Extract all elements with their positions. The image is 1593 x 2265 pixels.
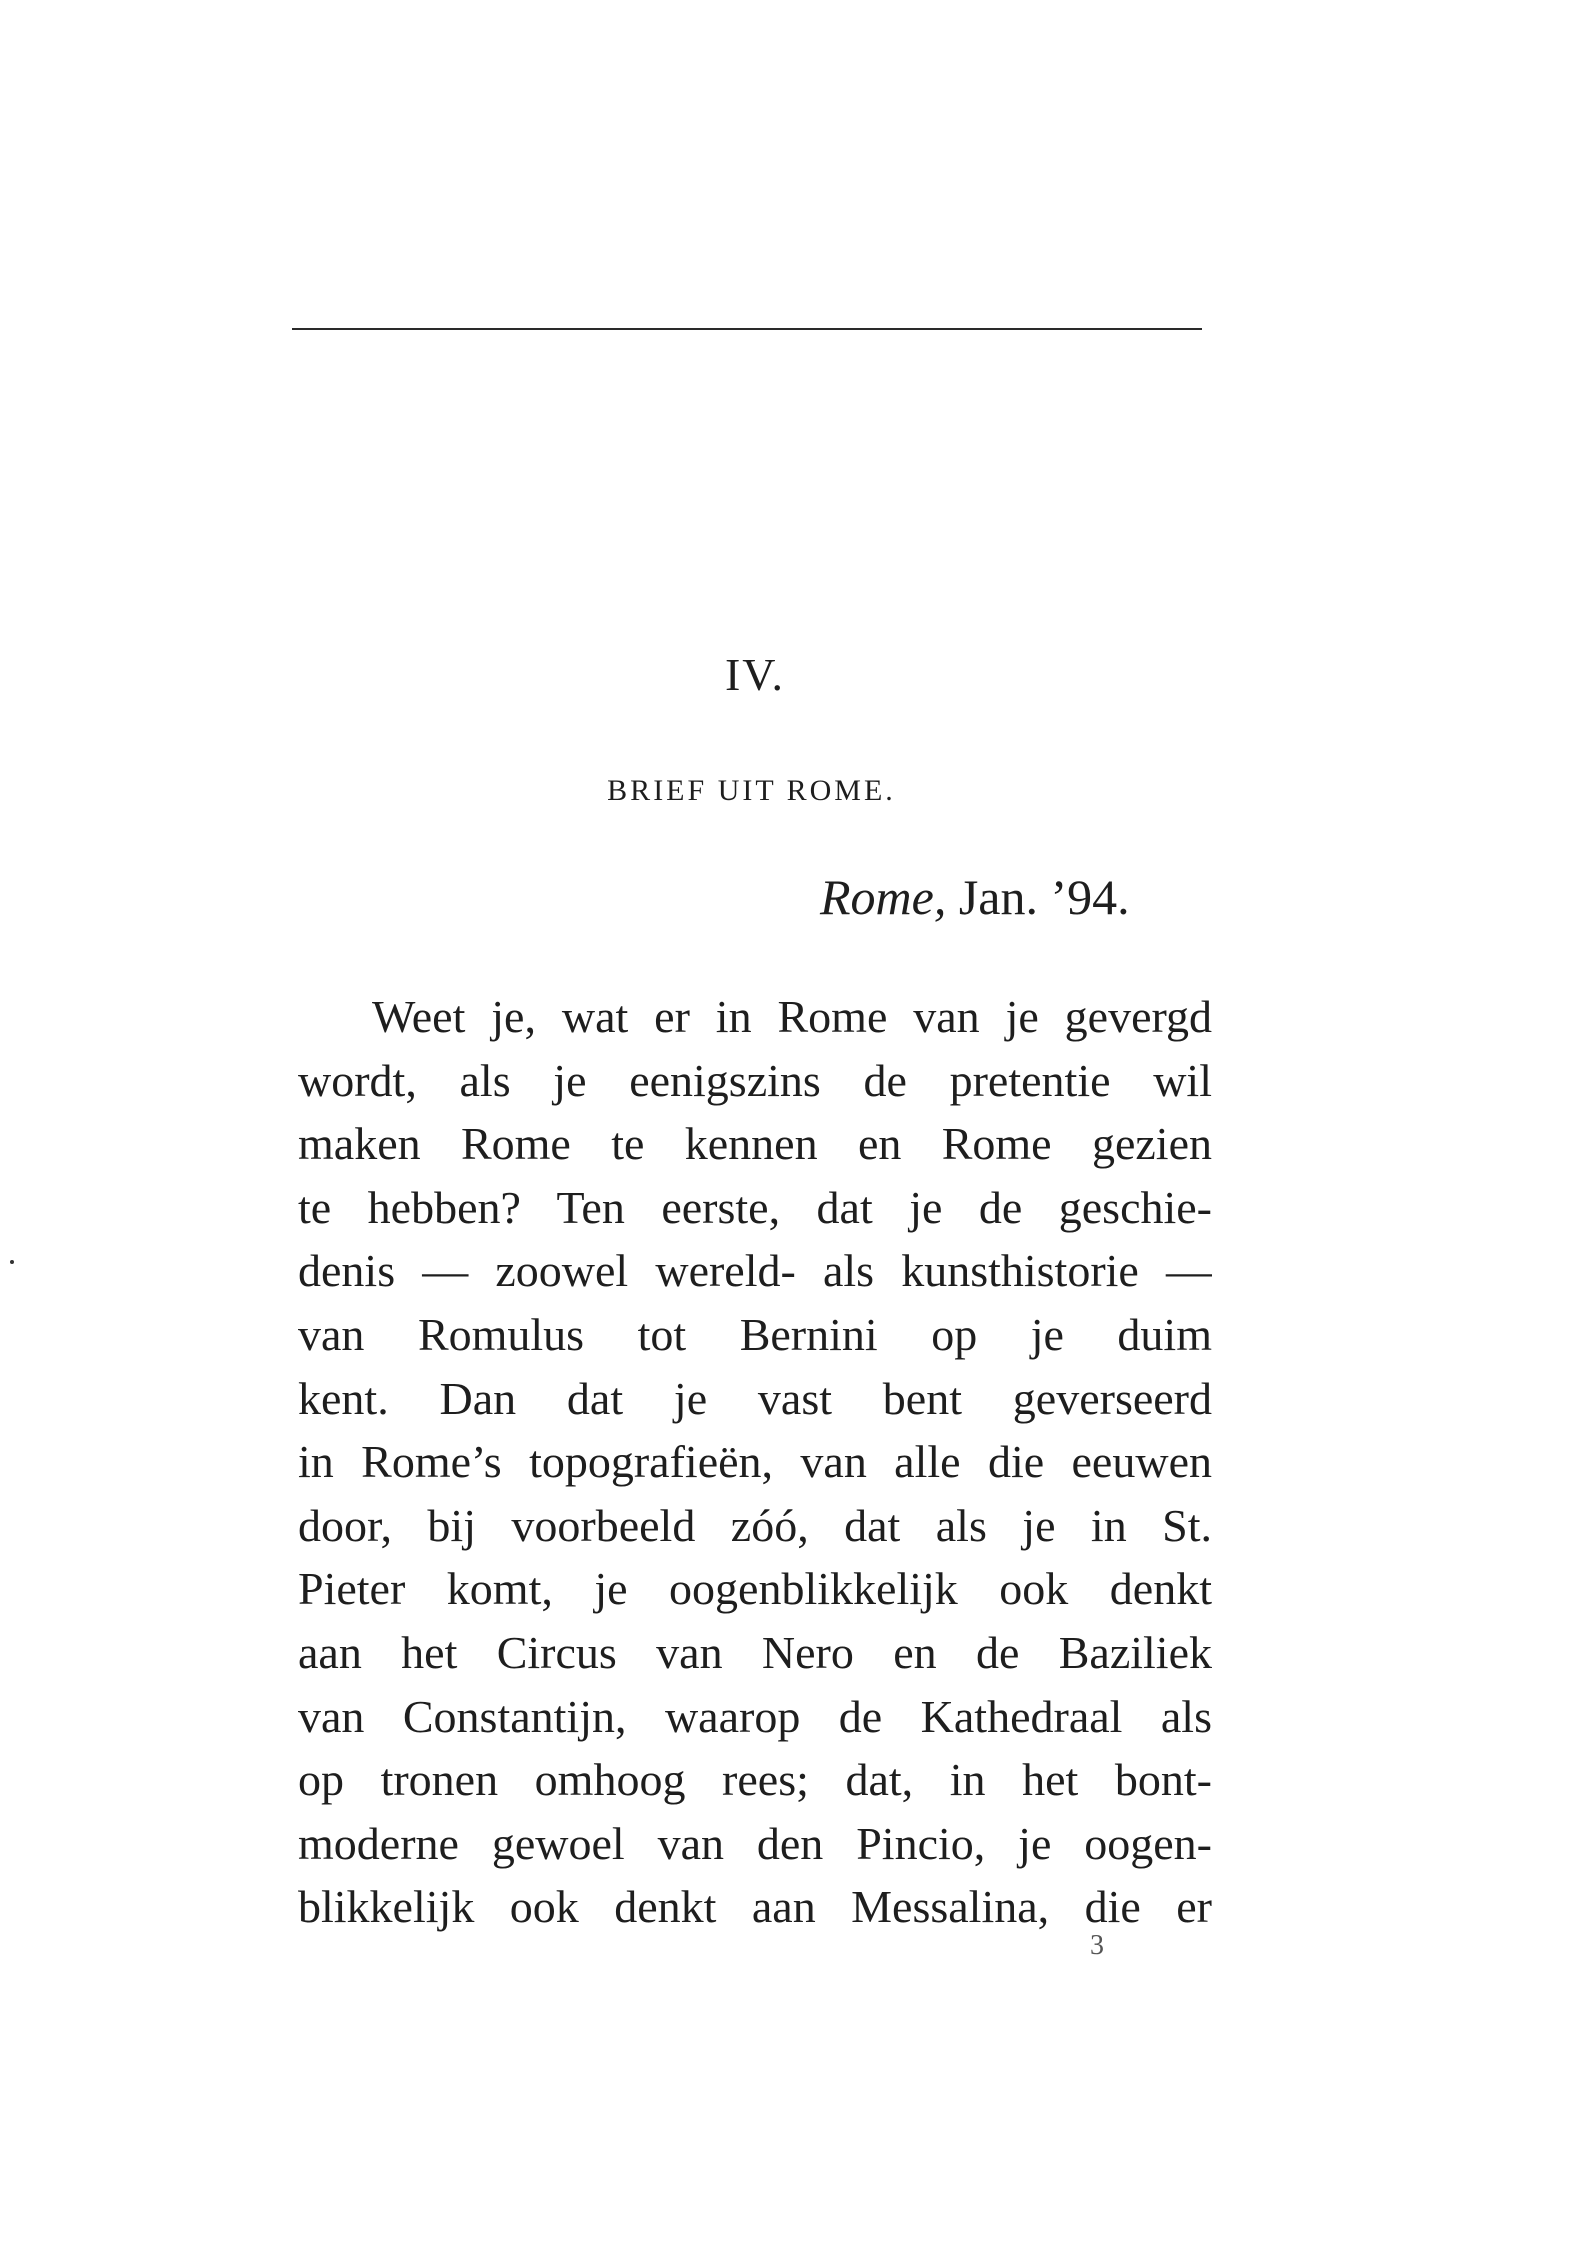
chapter-number: IV.	[724, 649, 786, 700]
text-line: in Rome’s topografieën, van alle die eeuwen	[298, 1436, 1212, 1488]
text-line: Weet je, wat er in Rome van je gevergd	[372, 991, 1212, 1042]
text-line: kent. Dan dat je vast bent geverseerd	[298, 1372, 1212, 1424]
dateline	[820, 868, 1130, 926]
text-line: denis — zoowel wereld- als kunsthistorie —	[298, 1245, 1212, 1297]
text-line: van Constantijn, waarop de Kathedraal als	[298, 1690, 1212, 1742]
text-line: door, bij voorbeeld zóó, dat als je in St.	[298, 1499, 1212, 1551]
text-line: op tronen omhoog rees; dat, in het bont-	[298, 1754, 1212, 1806]
page-number: 3	[1090, 1930, 1104, 1961]
text-line: blikkelijk ook denkt aan Messalina, die er	[298, 1881, 1212, 1933]
dateline-date: Jan. ’94.	[946, 869, 1130, 925]
dateline-place: Rome,	[820, 869, 947, 925]
margin-speck	[10, 1260, 14, 1264]
text-line: Pieter komt, je oogenblikkelijk ook denkt	[298, 1563, 1212, 1615]
text-line: moderne gewoel van den Pincio, je oogen-	[298, 1817, 1212, 1869]
body-text	[298, 985, 1212, 1939]
text-line: te hebben? Ten eerste, dat je de geschie-	[298, 1181, 1212, 1233]
chapter-title: BRIEF UIT ROME.	[607, 774, 896, 807]
text-line: van Romulus tot Bernini op je duim	[298, 1308, 1212, 1360]
text-line: wordt, als je eenigszins de pretentie wil	[298, 1054, 1212, 1106]
text-line: aan het Circus van Nero en de Baziliek	[298, 1626, 1212, 1678]
text-line: maken Rome te kennen en Rome gezien	[298, 1118, 1212, 1170]
top-rule	[292, 328, 1202, 330]
